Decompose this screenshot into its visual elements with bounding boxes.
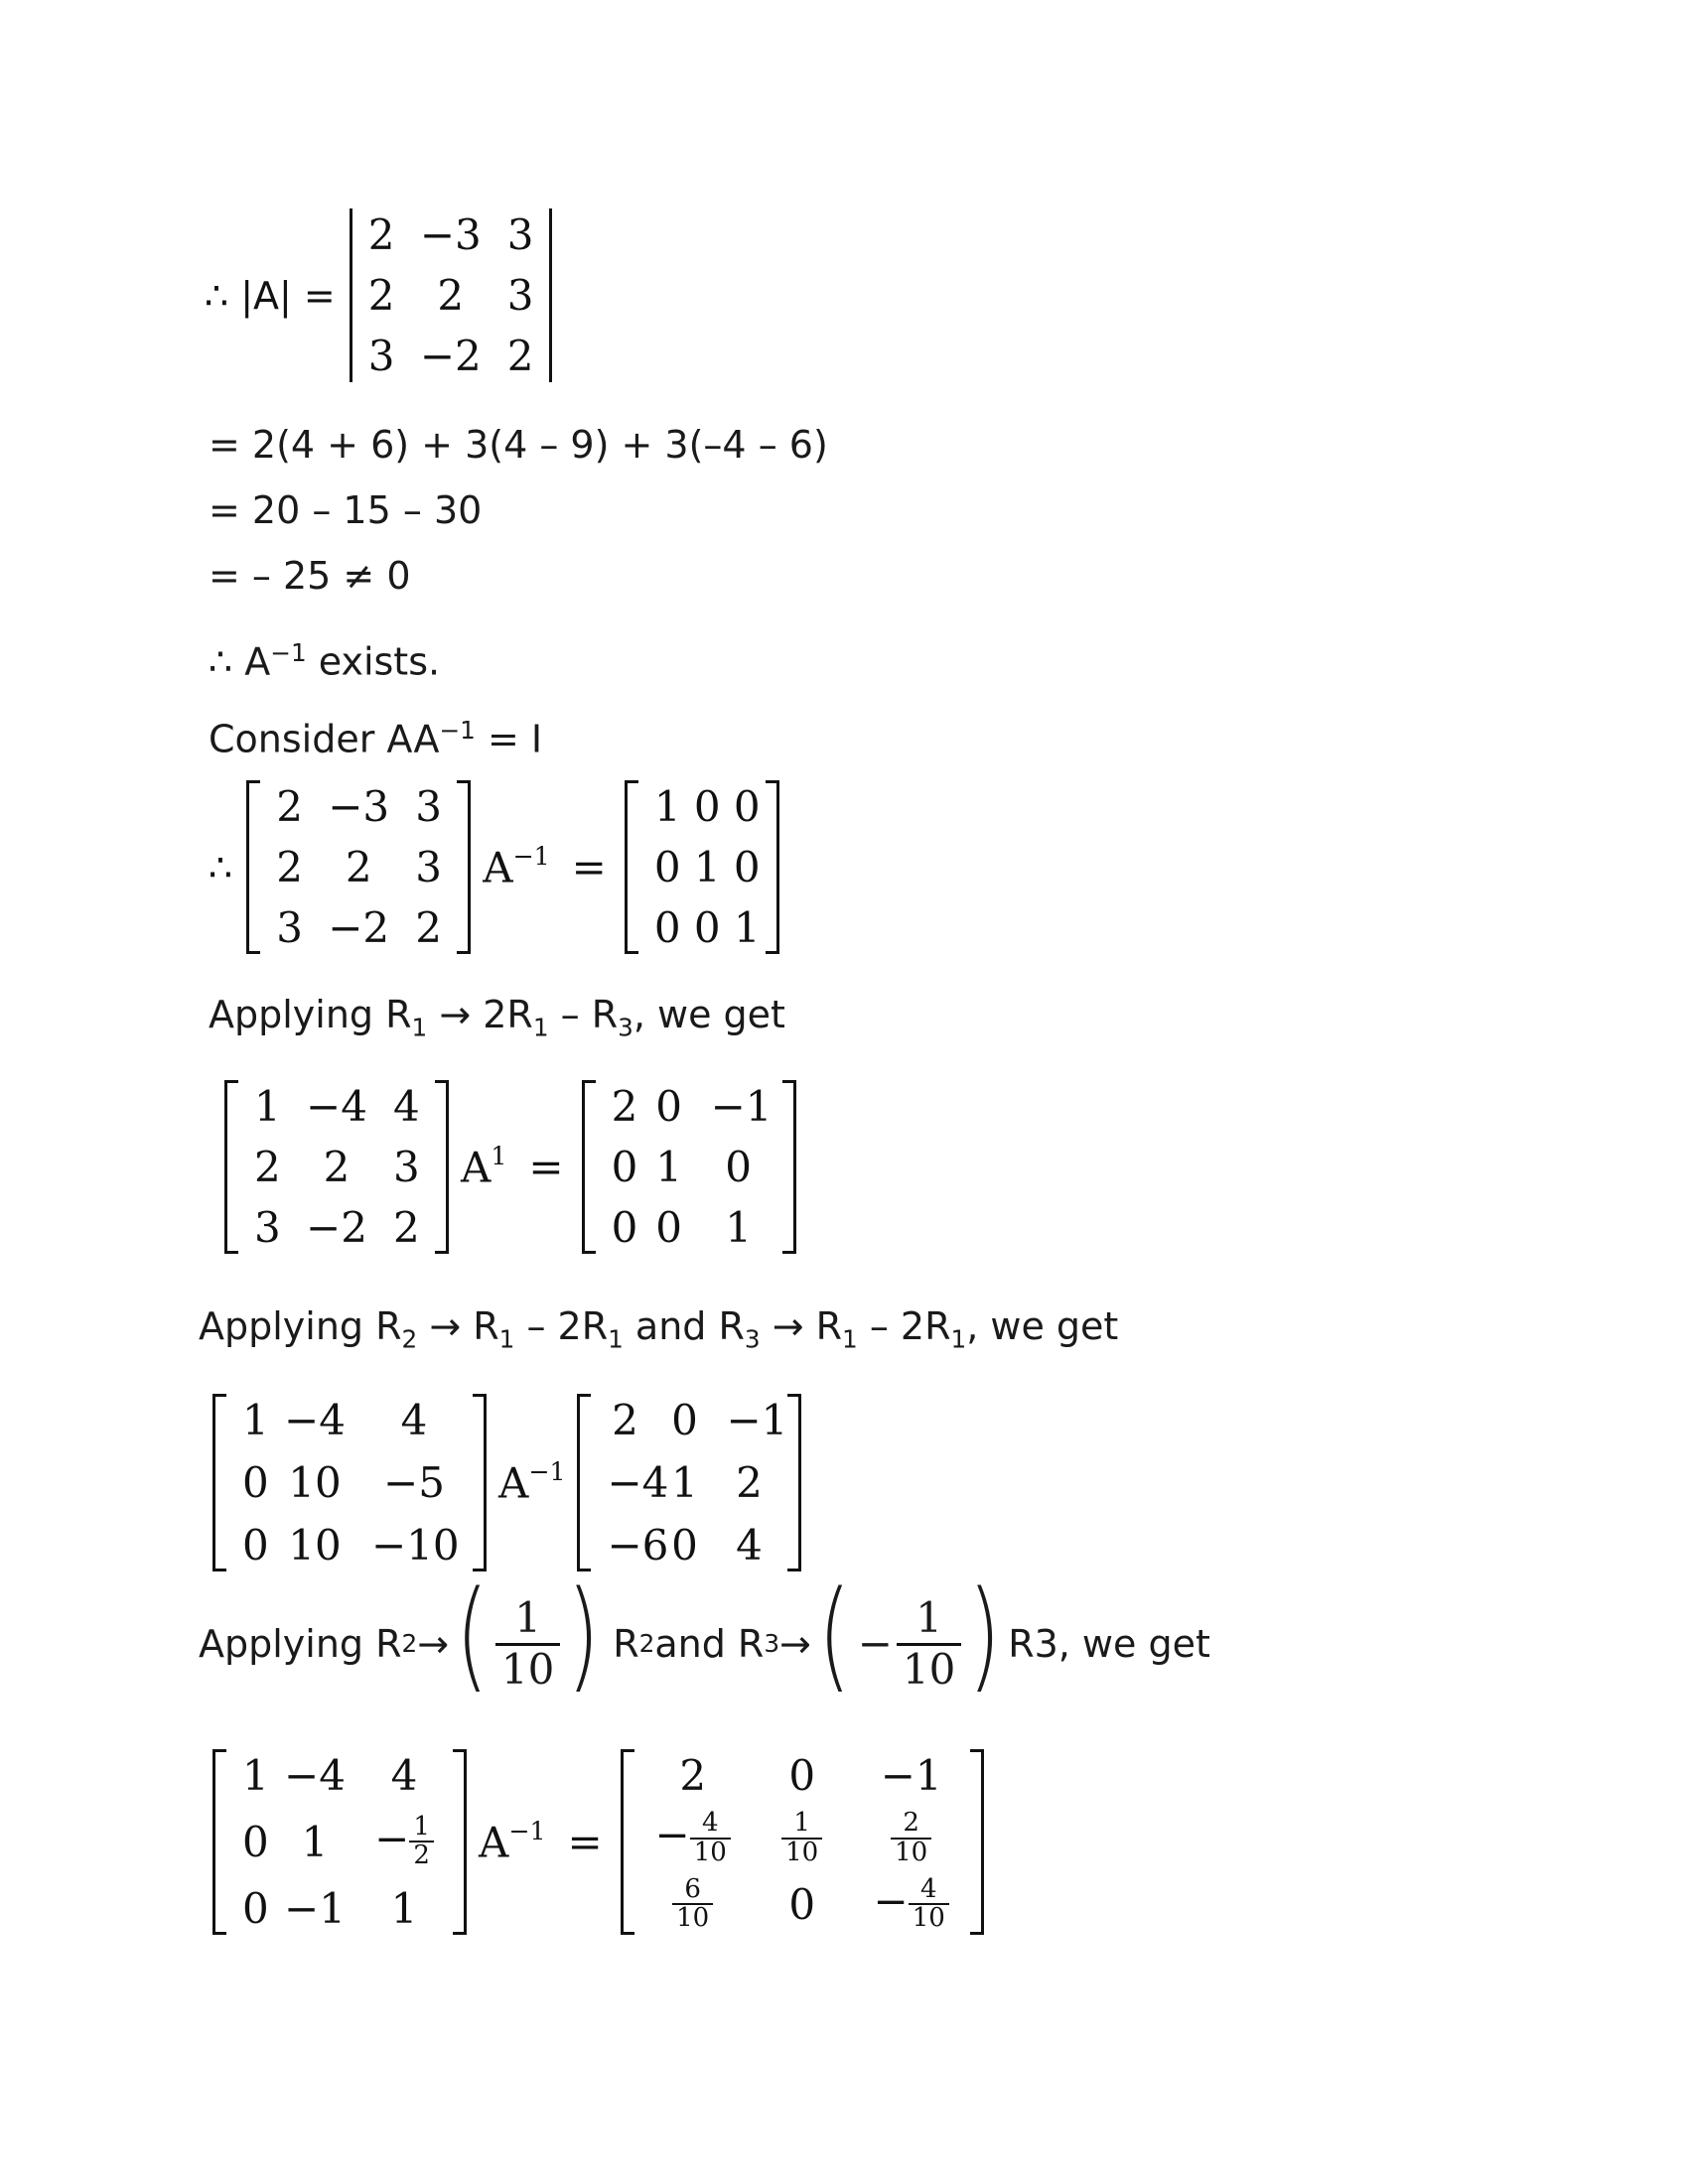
matrix-cell: 0 [733, 843, 761, 891]
eq3-right-matrix [577, 1394, 801, 1571]
matrix-cell: 2 [679, 1751, 707, 1801]
eq1-left-matrix [246, 780, 471, 954]
matrix-cell: 1 [671, 1458, 698, 1507]
matrix-cell: −3 [328, 782, 390, 831]
matrix-cell: −4 [306, 1082, 367, 1131]
matrix-cell: 0 [671, 1521, 698, 1570]
matrix-cell: 3 [367, 332, 395, 380]
matrix-cell: 0 [788, 1751, 816, 1801]
fraction: $\frac{4}{10}$ [690, 1810, 731, 1866]
matrix-cell: 0 [655, 1082, 682, 1131]
matrix-cell [857, 1810, 966, 1866]
matrix-cell: 3 [415, 843, 442, 891]
matrix-cell: 2 [612, 1396, 638, 1444]
step2-line: Applying $R_2 \to R_1 - 2R_1$ and $R_3 \to R_1 - 2R_1$, we get [199, 1304, 1119, 1354]
matrix-cell: 4 [393, 1082, 420, 1131]
matrix-cell: −3 [419, 210, 482, 259]
matrix-cell [638, 1873, 748, 1934]
matrix-cell: 2 [367, 271, 395, 320]
equation-2: 1 −4 4 2 2 3 3 −2 2 $A^1$ = 2 0 −1 0 1 0 0 0 1 [220, 1080, 800, 1254]
matrix-cell: 0 [611, 1203, 638, 1252]
matrix-cell: − $\frac{4}{10}$ [857, 1876, 966, 1933]
matrix-cell: 0 [242, 1458, 269, 1507]
matrix-cell: 2 [323, 1143, 351, 1191]
matrix-cell: 3 [276, 903, 303, 952]
equation-4: 1 −4 4 0 1 − $\frac{1}{2}$ 0 −1 1 $A^{-1}$ = 2 0 −1 − $\frac{4}{10}$ $\frac{1}{10}$ $\frac{2}{10}$ $\frac{6}{10}$ 0 − $\frac{4}{10}$ [209, 1749, 988, 1935]
matrix-cell: 0 [653, 903, 681, 952]
step3-line: Applying R 2 → ( $\frac{1}{10}$ ) R 2 and R 3 → ( − $\frac{1}{10}$ ) R3, we get [199, 1567, 1210, 1705]
matrix-cell: 1 [725, 1203, 752, 1252]
matrix-cell: −10 [371, 1521, 460, 1570]
eq1-right-matrix [625, 780, 779, 954]
expansion-line-1: = 2(4 + 6) + 3(4 – 9) + 3(–4 – 6) [209, 423, 828, 467]
matrix-cell: −1 [726, 1396, 788, 1444]
matrix-cell: 10 [288, 1458, 342, 1507]
det-grid [352, 208, 549, 382]
therefore-symbol: ∴ [209, 845, 233, 889]
det-matrix [350, 208, 552, 382]
matrix-cell: 2 [506, 332, 534, 380]
eq2-right-matrix [582, 1080, 796, 1254]
det-prefix: ∴ |A| = [205, 273, 336, 318]
expansion-line-3: = – 25 ≠ 0 [209, 554, 411, 598]
matrix-cell: 1 [733, 903, 761, 952]
matrix-cell: 2 [393, 1203, 420, 1252]
matrix-cell: −2 [306, 1203, 367, 1252]
matrix-cell: −6 [607, 1521, 669, 1570]
matrix-cell: 2 [276, 843, 303, 891]
matrix-cell: 3 [415, 782, 442, 831]
matrix-cell: 2 [611, 1082, 638, 1131]
matrix-cell: 1 [254, 1082, 281, 1131]
matrix-cell: 0 [693, 782, 721, 831]
fraction: $\frac{4}{10}$ [909, 1876, 949, 1933]
matrix-cell: 2 [367, 210, 395, 259]
matrix-cell: 0 [693, 903, 721, 952]
matrix-cell: 2 [276, 782, 303, 831]
matrix-cell: 3 [506, 210, 534, 259]
matrix-cell: −5 [383, 1458, 445, 1507]
matrix-cell: −1 [710, 1082, 773, 1131]
matrix-cell: 2 [254, 1143, 281, 1191]
neg-half-fraction: − $\frac{1}{2}$ [359, 1814, 449, 1870]
matrix-cell: −2 [419, 332, 482, 380]
matrix-cell: 0 [733, 782, 761, 831]
consider-line: Consider $AA^{-1} = I$ [209, 716, 543, 761]
matrix-cell: 2 [415, 903, 442, 952]
matrix-cell: 1 [655, 1143, 682, 1191]
eq2-a-power: $A^1$ [461, 1142, 507, 1192]
matrix-cell: 0 [725, 1143, 752, 1191]
matrix-cell: 10 [288, 1521, 342, 1570]
matrix-cell: 0 [611, 1143, 638, 1191]
matrix-cell: 0 [653, 843, 681, 891]
expansion-line-2: = 20 – 15 – 30 [209, 488, 483, 532]
matrix-cell: 2 [345, 843, 372, 891]
fraction: $\frac{6}{10}$ [672, 1876, 713, 1933]
eq4-a-inverse: $A^{-1}$ [479, 1817, 546, 1867]
matrix-cell: − $\frac{4}{10}$ [638, 1810, 748, 1866]
eq4-left-matrix: 1 −4 4 0 1 − $\frac{1}{2}$ 0 −1 1 [212, 1749, 467, 1935]
step3-fraction-1: $\frac{1}{10}$ [495, 1594, 560, 1694]
step1-line: Applying $R_1 \to 2R_1 - R_3$, we get [209, 993, 785, 1042]
eq2-left-matrix [224, 1080, 449, 1254]
matrix-cell: 2 [437, 271, 465, 320]
matrix-cell: 1 [693, 843, 721, 891]
fraction: $\frac{2}{10}$ [891, 1810, 931, 1866]
matrix-cell: 3 [254, 1203, 281, 1252]
matrix-cell: 0 [788, 1879, 816, 1929]
matrix-cell: 1 [653, 782, 681, 831]
matrix-cell: 0 [655, 1203, 682, 1252]
matrix-cell: 4 [400, 1396, 428, 1444]
matrix-cell: 3 [393, 1143, 420, 1191]
matrix-cell: −4 [607, 1458, 669, 1507]
eq3-left-matrix [212, 1394, 487, 1571]
fraction: $\frac{1}{10}$ [781, 1810, 822, 1866]
equation-1: ∴ 2 −3 3 2 2 3 3 −2 2 $A^{-1}$ = 1 0 0 0 1 0 0 0 1 [209, 780, 783, 954]
eq1-a-inverse: $A^{-1}$ [483, 842, 550, 892]
equation-3 [209, 1394, 805, 1571]
eq3-a-inverse: $A^{-1}$ [498, 1457, 566, 1508]
matrix-cell: 0 [242, 1521, 269, 1570]
matrix-cell [748, 1810, 857, 1866]
matrix-cell: 0 [671, 1396, 698, 1444]
eq4-right-matrix [621, 1749, 984, 1934]
matrix-cell: −2 [328, 903, 390, 952]
matrix-cell: −4 [284, 1396, 346, 1444]
determinant-block [205, 208, 556, 382]
matrix-cell: 1 [242, 1396, 269, 1444]
matrix-cell: −1 [880, 1751, 942, 1801]
inverse-exists-line: ∴ $A^{-1}$ exists. [209, 638, 441, 684]
matrix-cell: 2 [736, 1458, 763, 1507]
matrix-cell: 3 [506, 271, 534, 320]
step3-fraction-2: $\frac{1}{10}$ [897, 1594, 961, 1694]
matrix-cell: 4 [736, 1521, 763, 1570]
